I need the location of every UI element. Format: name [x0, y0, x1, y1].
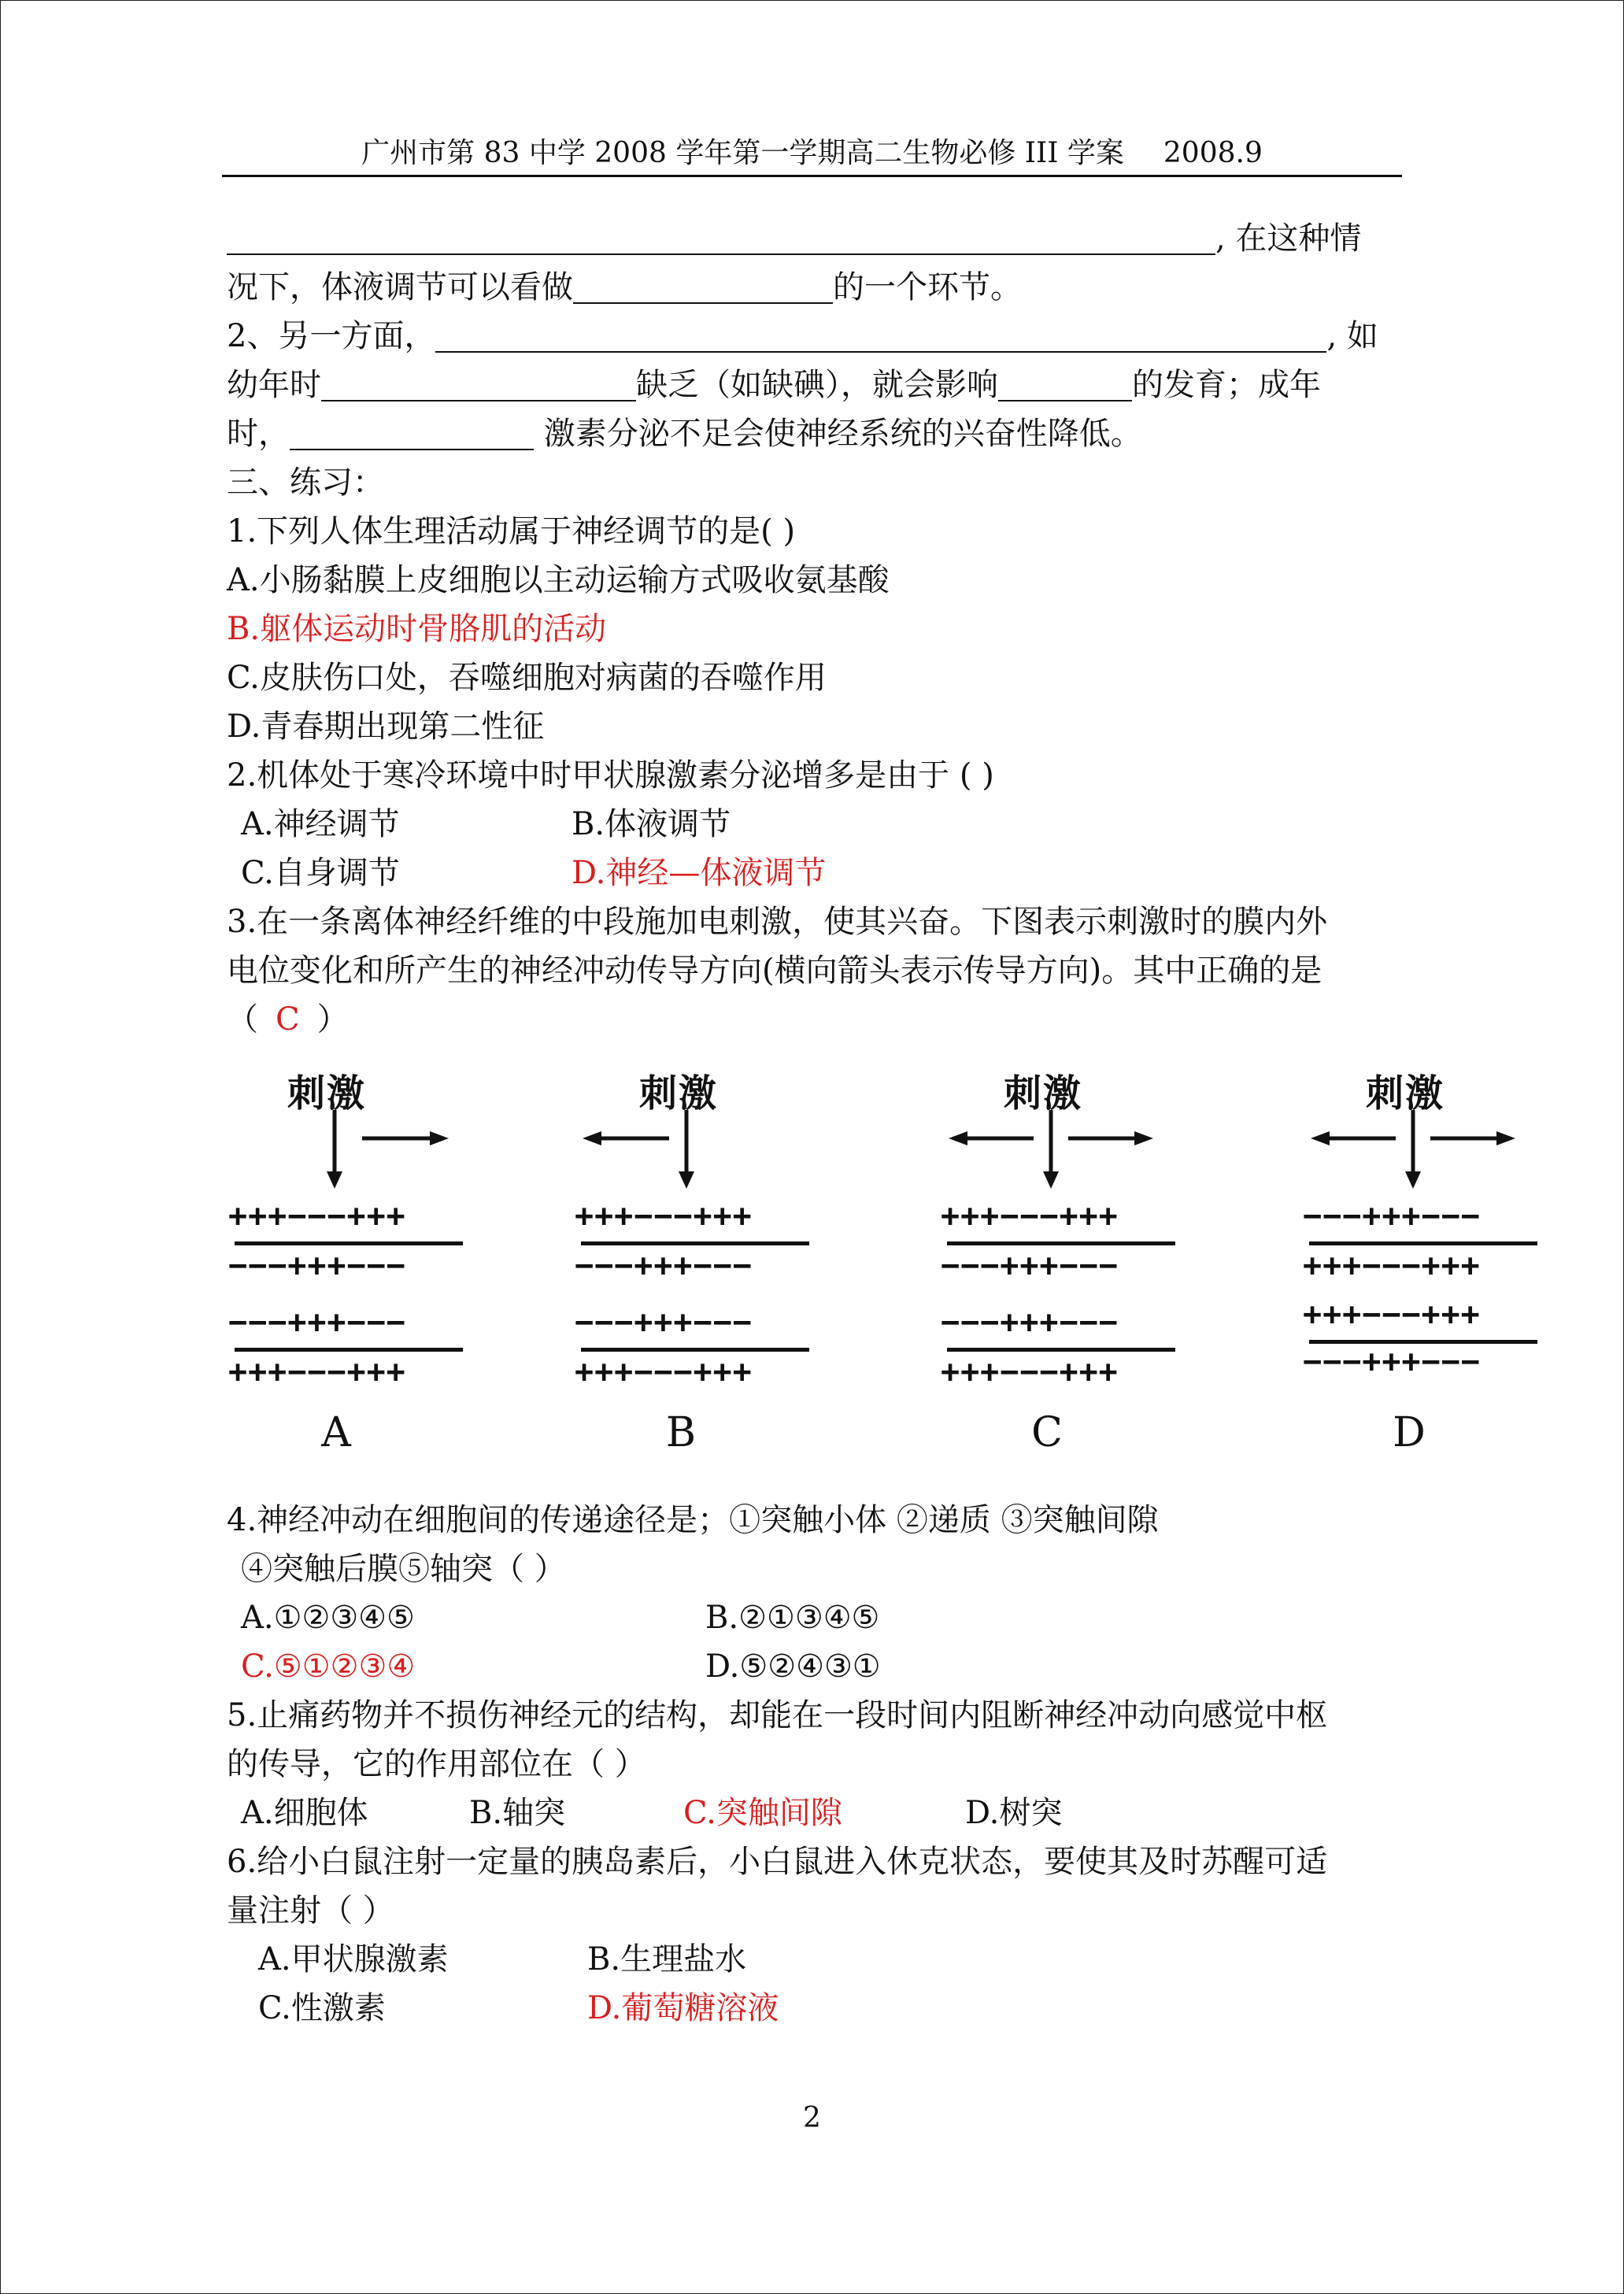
text-line	[227, 361, 1392, 409]
conduction-arrowhead-right	[1496, 1131, 1515, 1145]
conduction-arrowhead-left	[949, 1131, 967, 1145]
q3-stem-2: 电位变化和所产生的神经冲动传导方向(横向箭头表示传导方向)。其中正确的是	[227, 953, 1323, 989]
charge-row-inner-top: −−−+++−−−	[228, 1248, 406, 1284]
stimulus-arrowhead	[1405, 1171, 1421, 1189]
q2-stem: 2.机体处于寒冷环境中时甲状腺激素分泌增多是由于 ( )	[227, 757, 994, 794]
q1-option-d: D.青春期出现第二性征	[227, 709, 545, 745]
arrows	[1303, 1110, 1555, 1197]
charge-row-inner-bottom: −−−+++−−−	[575, 1304, 753, 1341]
q4-stem-2: ④突触后膜⑤轴突（ ）	[241, 1551, 566, 1587]
text-fragment: 时，	[227, 416, 290, 452]
charge-row-inner-top: +++−−−+++	[1303, 1248, 1481, 1284]
q5-stem-2: 的传导，它的作用部位在（ ）	[227, 1746, 646, 1782]
q3-stem-1: 3.在一条离体神经纤维的中段施加电刺激，使其兴奋。下图表示刺激时的膜内外	[227, 904, 1328, 940]
text-fragment: 的一个环节。	[833, 269, 1022, 305]
charge-row-inner-top: −−−+++−−−	[941, 1248, 1119, 1284]
q2-option-b: B.体液调节	[572, 806, 731, 842]
charge-row-inner-top: −−−+++−−−	[575, 1248, 753, 1284]
blank	[435, 316, 1326, 353]
header-date: 2008.9	[1163, 137, 1263, 169]
stimulus-label: 刺激	[638, 1071, 718, 1116]
blank	[998, 365, 1132, 401]
text-fragment: 2、另一方面，	[227, 318, 436, 354]
membrane-line	[581, 1348, 809, 1352]
text-fragment: 况下，体液调节可以看做	[227, 269, 573, 305]
q5-options	[227, 1789, 1392, 1837]
blank	[573, 268, 833, 304]
conduction-arrowhead-left	[583, 1131, 601, 1145]
text-fragment: , 在这种情	[1215, 220, 1362, 257]
membrane-line	[947, 1241, 1175, 1245]
membrane-line	[1309, 1241, 1537, 1245]
conduction-arrowhead-right	[1134, 1131, 1153, 1145]
q6-option-d-answer: D.葡萄糖溶液	[587, 1990, 779, 2026]
header-title: 广州市第 83 中学 2008 学年第一学期高二生物必修 III 学案	[361, 137, 1124, 169]
text-fragment: 缺乏（如缺碘），就会影响	[636, 367, 998, 403]
q1-option-c: C.皮肤伤口处，吞噬细胞对病菌的吞噬作用	[227, 660, 827, 696]
q4-options-row2	[227, 1642, 1392, 1691]
charge-row-outer-bottom: −−−+++−−−	[1303, 1344, 1481, 1380]
text-line	[227, 214, 1392, 263]
membrane-line	[235, 1241, 463, 1245]
panel-label: C	[1031, 1409, 1063, 1456]
q3-answer: C	[276, 1001, 300, 1038]
charge-row-outer-top: +++−−−+++	[941, 1198, 1119, 1234]
panel-label: B	[665, 1409, 697, 1456]
arrows	[575, 1110, 827, 1197]
q1-option-b-answer: B.躯体运动时骨胳肌的活动	[227, 611, 607, 647]
text-line	[227, 263, 1392, 312]
panel-d	[1303, 1063, 1563, 1472]
charge-row-outer-bottom: +++−−−+++	[941, 1354, 1119, 1390]
q3-answer-line	[227, 995, 1392, 1044]
text-line	[227, 409, 1392, 458]
stimulus-label: 刺激	[1365, 1071, 1445, 1116]
q2-option-a: A.神经调节	[241, 806, 400, 842]
q4-option-a: A.①②③④⑤	[241, 1600, 415, 1636]
arrows	[228, 1110, 480, 1197]
text-fragment: 激素分泌不足会使神经系统的兴奋性降低。	[534, 416, 1142, 452]
q1-stem: 1.下列人体生理活动属于神经调节的是( )	[227, 513, 796, 549]
charge-row-outer-top: +++−−−+++	[575, 1198, 753, 1234]
membrane-line	[235, 1348, 463, 1352]
blank	[227, 219, 1215, 255]
charge-row-inner-bottom: −−−+++−−−	[941, 1304, 1119, 1341]
q4-stem-1: 4.神经冲动在细胞间的传递途径是；①突触小体 ②递质 ③突触间隙	[227, 1502, 1159, 1538]
stimulus-label: 刺激	[287, 1071, 366, 1116]
q4-option-d: D.⑤②④③①	[705, 1648, 881, 1685]
charge-row-outer-top: +++−−−+++	[228, 1198, 406, 1234]
q5-option-a: A.细胞体	[241, 1795, 368, 1831]
blank	[290, 414, 534, 450]
q2-options-row1	[227, 800, 1392, 849]
charge-row-inner-bottom: −−−+++−−−	[228, 1304, 406, 1341]
q1-option-a: A.小肠黏膜上皮细胞以主动运输方式吸收氨基酸	[227, 562, 890, 598]
arrows	[941, 1110, 1193, 1197]
charge-row-inner-bottom: +++−−−+++	[1303, 1297, 1481, 1333]
panel-a	[228, 1063, 488, 1472]
paren: （	[227, 1001, 258, 1038]
q2-options-row2	[227, 849, 1392, 897]
page-header	[222, 134, 1402, 177]
q4-options-row1	[227, 1593, 1392, 1642]
membrane-line	[947, 1348, 1175, 1352]
q5-stem-1: 5.止痛药物并不损伤神经元的结构，却能在一段时间内阻断神经冲动向感觉中枢	[227, 1697, 1328, 1733]
stimulus-arrowhead	[327, 1171, 342, 1189]
nerve-impulse-diagram	[220, 1063, 1559, 1472]
blank	[321, 365, 636, 401]
q6-options-row2	[227, 1984, 1392, 2033]
charge-row-outer-bottom: +++−−−+++	[228, 1354, 406, 1390]
text-fragment: 幼年时	[227, 367, 321, 403]
section-title: 三、练习：	[227, 464, 384, 501]
page-number: 2	[803, 2102, 821, 2134]
charge-row-outer-bottom: +++−−−+++	[575, 1354, 753, 1390]
text-fragment: 的发育；成年	[1132, 367, 1321, 403]
content	[227, 214, 1392, 1044]
q6-option-b: B.生理盐水	[587, 1941, 747, 1978]
q2-option-c: C.自身调节	[241, 855, 400, 891]
q5-option-c-answer: C.突触间隙	[683, 1795, 842, 1831]
charge-row-outer-top: −−−+++−−−	[1303, 1198, 1481, 1234]
q6-options-row1	[227, 1935, 1392, 1984]
content-lower	[227, 1496, 1392, 2033]
q5-option-b: B.轴突	[469, 1795, 566, 1831]
q4-option-c-answer: C.⑤①②③④	[241, 1648, 416, 1685]
conduction-arrowhead-right	[430, 1131, 449, 1145]
panel-b	[575, 1063, 834, 1472]
conduction-arrowhead-left	[1311, 1131, 1330, 1145]
q6-option-a: A.甲状腺激素	[258, 1941, 449, 1978]
q5-option-d: D.树突	[965, 1795, 1063, 1831]
membrane-line	[581, 1241, 809, 1245]
panel-label: A	[321, 1409, 351, 1456]
text-line	[227, 312, 1392, 361]
paren: ）	[316, 1001, 349, 1038]
stimulus-label: 刺激	[1003, 1071, 1082, 1116]
text-fragment: , 如	[1326, 318, 1378, 354]
stimulus-arrowhead	[679, 1171, 694, 1189]
q6-stem-1: 6.给小白鼠注射一定量的胰岛素后，小白鼠进入休克状态，要使其及时苏醒可适	[227, 1844, 1328, 1880]
q6-stem-2: 量注射（ ）	[227, 1893, 394, 1929]
q4-option-b: B.②①③④⑤	[705, 1600, 880, 1636]
stimulus-arrowhead	[1043, 1171, 1059, 1189]
q2-option-d-answer: D.神经—体液调节	[572, 855, 827, 891]
panel-c	[941, 1063, 1200, 1472]
q6-option-c: C.性激素	[258, 1990, 386, 2026]
panel-label: D	[1393, 1409, 1426, 1456]
